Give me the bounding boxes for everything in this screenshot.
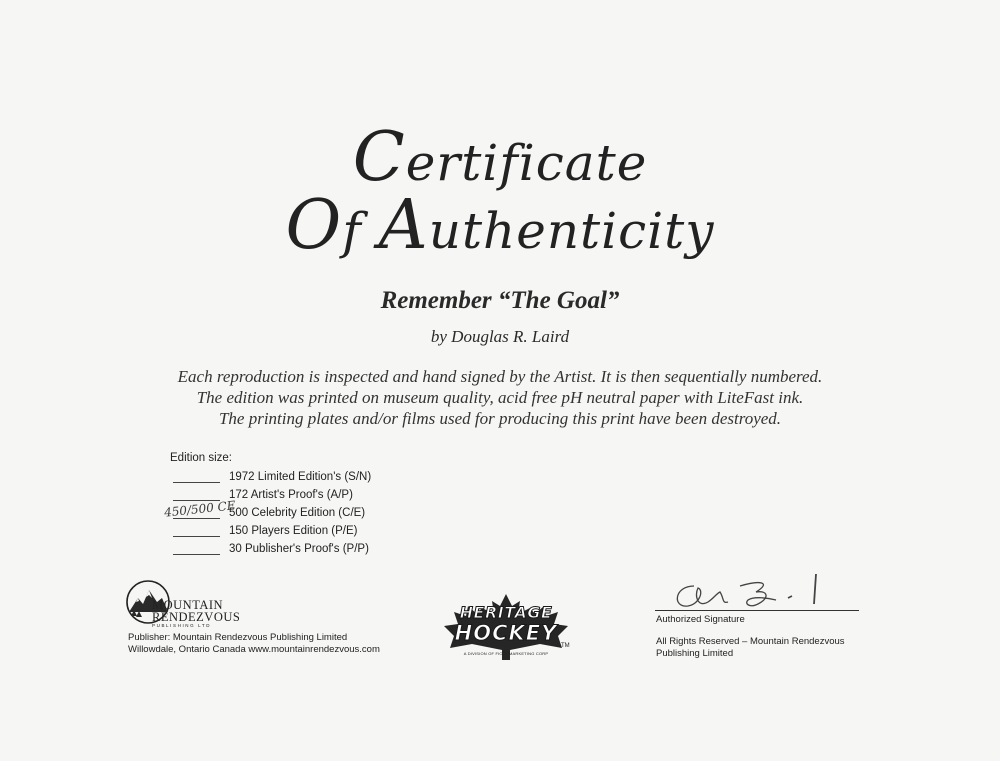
edition-row (170, 525, 358, 543)
edition-blank-line (173, 518, 220, 519)
edition-blank-line (173, 482, 220, 483)
authenticity-statement (100, 366, 900, 429)
signature-line (655, 610, 859, 611)
statement-line: The printing plates and/or films used for producing this print have been destroyed. (218, 409, 782, 428)
authorized-signature-label: Authorized Signature (656, 614, 745, 625)
publisher-info (128, 632, 380, 656)
rights-line: All Rights Reserved – Mountain Rendezvous (656, 636, 845, 647)
edition-row (170, 543, 369, 561)
edition-label: 500 Celebrity Edition (C/E) (229, 507, 366, 519)
publisher-line: Publisher: Mountain Rendezvous Publishing Limited (128, 632, 348, 643)
title-initial-a: A (378, 186, 429, 265)
edition-label: 30 Publisher's Proof's (P/P) (229, 543, 369, 555)
mountain-rendezvous-wordmark-line-1: MOUNTAIN (152, 598, 224, 612)
statement-line: Each reproduction is inspected and hand signed by the Artist. It is then sequentially numbered. (177, 367, 823, 386)
edition-blank-line (173, 554, 220, 555)
edition-label: 172 Artist's Proof's (A/P) (229, 489, 353, 501)
handwritten-edition-number: 450/500 CE (163, 498, 237, 520)
edition-label: 150 Players Edition (P/E) (229, 525, 358, 537)
rights-line: Publishing Limited (656, 648, 734, 659)
title-initial-o: O (285, 186, 343, 265)
mountain-rendezvous-subtitle: PUBLISHING LTD (152, 623, 212, 628)
statement-line: The edition was printed on museum quality, acid free pH neutral paper with LiteFast ink. (196, 388, 804, 407)
certificate-title-line-2 (0, 186, 1000, 265)
artist-name: by Douglas R. Laird (430, 327, 570, 346)
trademark-symbol: TM (561, 643, 570, 649)
heritage-hockey-subtitle: A DIVISION OF FICEL MARKETING CORP (463, 651, 549, 656)
handwritten-signature (664, 568, 854, 614)
title-text-ertificate: ertificate (405, 134, 648, 192)
hockey-wordmark: HOCKEY (454, 621, 558, 645)
edition-size-section (163, 452, 372, 561)
publisher-address: Willowdale, Ontario Canada www.mountainrendezvous.com (128, 644, 380, 655)
title-text-uthenticity: uthenticity (428, 202, 715, 260)
mountain-rendezvous-wordmark-line-2: RENDEZVOUS (152, 610, 241, 624)
heritage-wordmark: HERITAGE (459, 603, 553, 622)
rights-reserved (656, 636, 845, 660)
title-text-f: f (342, 202, 379, 260)
title-initial-c: C (352, 118, 406, 197)
edition-blank-line (173, 536, 220, 537)
artwork-title: Remember “The Goal” (380, 287, 620, 314)
edition-label: 1972 Limited Edition's (S/N) (229, 471, 372, 483)
edition-row (170, 471, 372, 489)
edition-heading: Edition size: (170, 452, 233, 464)
edition-row (163, 498, 366, 525)
